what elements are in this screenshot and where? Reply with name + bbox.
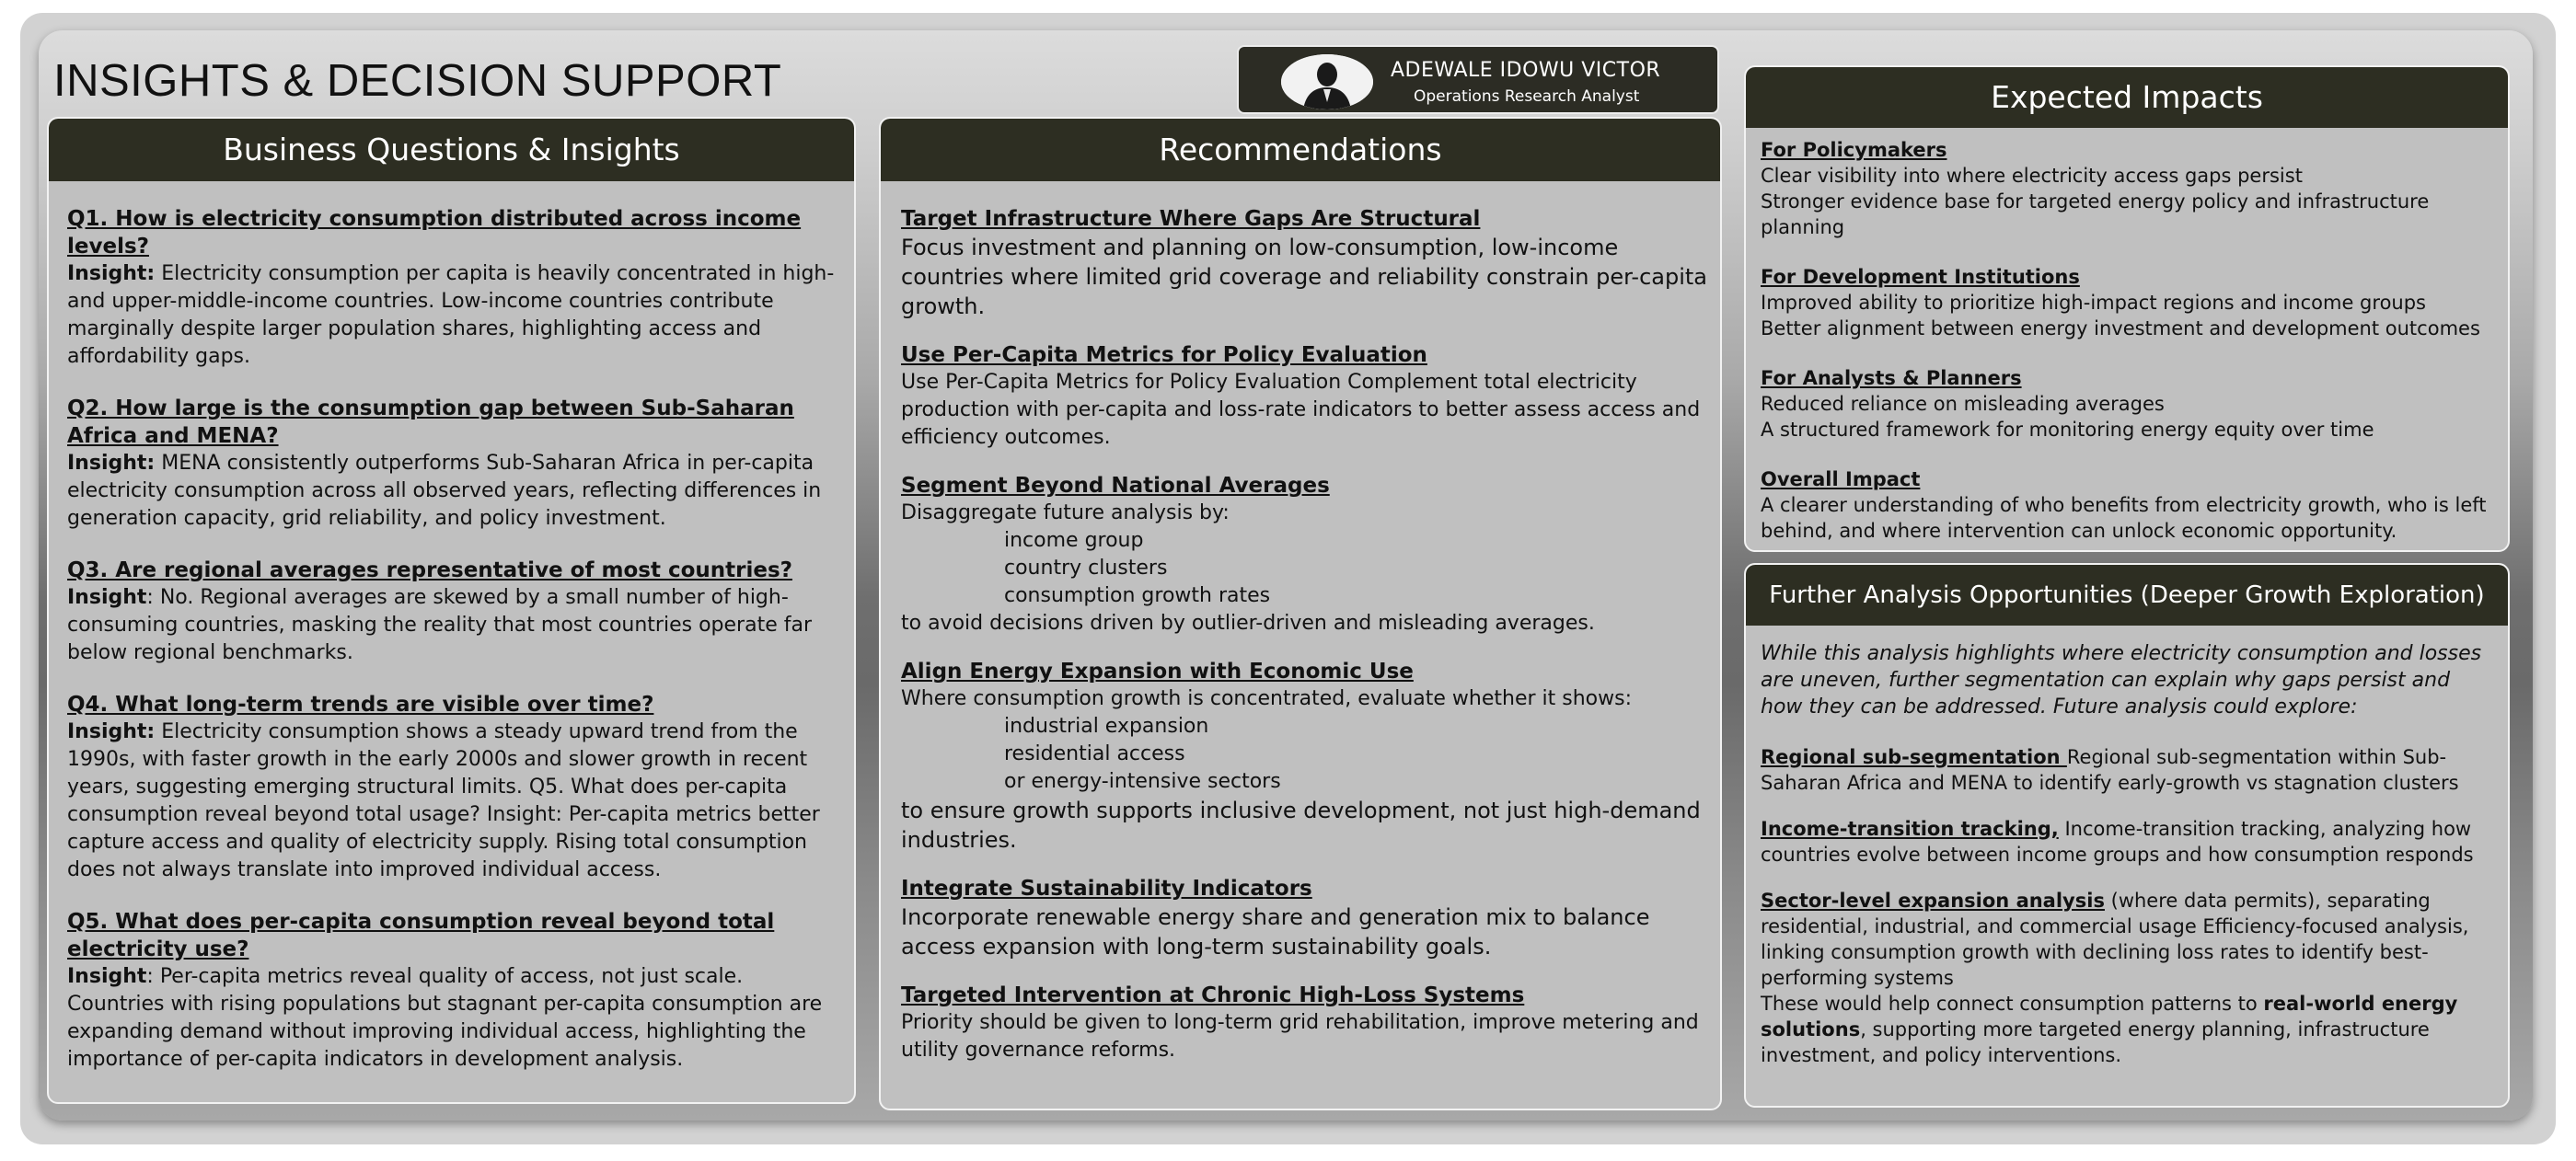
impact-line: Stronger evidence base for targeted energy policy and infrastructure planning bbox=[1761, 190, 2430, 238]
further-item-title: Sector-level expansion analysis bbox=[1761, 890, 2105, 912]
insight-label: Insight bbox=[67, 586, 147, 609]
recommendation-item-1 bbox=[901, 205, 1711, 321]
profile-name: ADEWALE IDOWU VICTOR bbox=[1391, 59, 1661, 82]
insight-label: Insight: bbox=[67, 720, 156, 743]
recommendation-title: Target Infrastructure Where Gaps Are Structural bbox=[901, 207, 1481, 231]
closing-emphasis: real-world energy solutions bbox=[1761, 993, 2458, 1040]
recommendation-text: Focus investment and planning on low-consumption, low-income countries where limited grid coverage and reliability constrain per-capita growth. bbox=[901, 235, 1707, 319]
recommendation-item-3 bbox=[901, 472, 1711, 638]
question-title: Q5. What does per-capita consumption reveal beyond total electricity use? bbox=[67, 910, 775, 961]
further-item-text: Regional sub-segmentation within Sub-Saharan Africa and MENA to identify early-growth vs stagnation clusters bbox=[1761, 746, 2459, 794]
insight-text: MENA consistently outperforms Sub-Saharan Africa in per-capita electricity consumption across all observed years, reflecting differences in generation capacity, grid reliability, and policy investment. bbox=[67, 452, 822, 530]
question-item-4 bbox=[67, 691, 842, 884]
impact-group-title: For Policymakers bbox=[1761, 139, 1947, 161]
further-item-regional bbox=[1761, 744, 2497, 796]
recommendation-bullet: industrial expansion bbox=[1004, 715, 1209, 738]
person-silhouette-icon bbox=[1281, 54, 1373, 109]
questions-panel-header: Business Questions & Insights bbox=[49, 119, 854, 181]
recommendation-bullet: residential access bbox=[1004, 742, 1185, 765]
impact-line: Improved ability to prioritize high-impact regions and income groups bbox=[1761, 292, 2426, 314]
question-item-3 bbox=[67, 557, 842, 667]
impacts-panel-header: Expected Impacts bbox=[1746, 67, 2508, 128]
recommendation-item-5 bbox=[901, 875, 1711, 961]
impact-line: A clearer understanding of who benefits from electricity growth, who is left behind, and where intervention can unlock economic opportunity. bbox=[1761, 494, 2487, 542]
further-item-text: Income-transition tracking, analyzing how countries evolve between income groups and how consumption responds bbox=[1761, 818, 2474, 866]
further-analysis-panel bbox=[1744, 563, 2510, 1108]
insight-text: : Per-capita metrics reveal quality of access, not just scale. Countries with rising populations but stagnant per-capita consumption are expanding demand without improving individual access, highlighting the importance of per-capita indicators in development analysis. bbox=[67, 965, 823, 1071]
further-item-sector bbox=[1761, 888, 2497, 991]
insight-text: : No. Regional averages are skewed by a small number of high-consuming countries, masking the reality that most countries operate far below regional benchmarks. bbox=[67, 586, 812, 664]
closing-text: These would help connect consumption patterns to bbox=[1761, 993, 2264, 1015]
insight-label: Insight: bbox=[67, 262, 156, 285]
impact-group-title: For Analysts & Planners bbox=[1761, 367, 2022, 389]
recommendation-intro: Disaggregate future analysis by: bbox=[901, 501, 1230, 524]
recommendation-outro: to ensure growth supports inclusive development, not just high-demand industries. bbox=[901, 798, 1701, 853]
impact-line: Better alignment between energy investment and development outcomes bbox=[1761, 317, 2480, 339]
recommendation-item-2 bbox=[901, 341, 1711, 452]
recommendation-intro: Where consumption growth is concentrated, evaluate whether it shows: bbox=[901, 687, 1633, 710]
avatar bbox=[1281, 54, 1373, 109]
impact-line: Reduced reliance on misleading averages bbox=[1761, 393, 2165, 415]
recommendation-title: Segment Beyond National Averages bbox=[901, 474, 1330, 498]
page-title: INSIGHTS & DECISION SUPPORT bbox=[53, 56, 782, 106]
further-analysis-intro: While this analysis highlights where electricity consumption and losses are uneven, further segmentation can explain why gaps persist and how they can be addressed. Future analysis could explore: bbox=[1761, 642, 2482, 718]
recommendation-bullet: or energy-intensive sectors bbox=[1004, 770, 1281, 793]
question-title: Q3. Are regional averages representative of most countries? bbox=[67, 558, 792, 582]
impact-group-title: Overall Impact bbox=[1761, 468, 1921, 490]
recommendations-panel-header: Recommendations bbox=[881, 119, 1720, 181]
recommendation-title: Align Energy Expansion with Economic Use bbox=[901, 660, 1414, 684]
recommendations-list bbox=[901, 205, 1711, 1064]
questions-panel bbox=[47, 117, 856, 1104]
recommendation-title: Use Per-Capita Metrics for Policy Evaluation bbox=[901, 343, 1427, 367]
impacts-panel bbox=[1744, 65, 2510, 552]
recommendation-outro: to avoid decisions driven by outlier-driven and misleading averages. bbox=[901, 612, 1595, 635]
question-item-1 bbox=[67, 205, 842, 371]
insight-label: Insight: bbox=[67, 452, 156, 475]
impact-group-analysts bbox=[1761, 365, 2497, 443]
further-analysis-body bbox=[1761, 640, 2497, 1068]
closing-text-end: , supporting more targeted energy planning, infrastructure investment, and policy interventions. bbox=[1761, 1018, 2430, 1066]
impact-group-overall bbox=[1761, 466, 2497, 544]
questions-list bbox=[67, 205, 842, 1074]
recommendation-bullet: consumption growth rates bbox=[1004, 584, 1271, 607]
further-analysis-closing bbox=[1761, 991, 2497, 1068]
question-title: Q1. How is electricity consumption distributed across income levels? bbox=[67, 207, 802, 259]
further-item-title: Income-transition tracking, bbox=[1761, 818, 2059, 840]
profile-role: Operations Research Analyst bbox=[1414, 87, 1640, 106]
question-title: Q2. How large is the consumption gap between Sub-Saharan Africa and MENA? bbox=[67, 397, 794, 448]
recommendation-title: Targeted Intervention at Chronic High-Loss Systems bbox=[901, 983, 1525, 1007]
recommendation-text: Priority should be given to long-term grid rehabilitation, improve metering and utility governance reforms. bbox=[901, 1011, 1699, 1062]
question-item-5 bbox=[67, 908, 842, 1074]
recommendation-text: Incorporate renewable energy share and generation mix to balance access expansion with long-term sustainability goals. bbox=[901, 904, 1650, 960]
impact-line: A structured framework for monitoring energy equity over time bbox=[1761, 419, 2374, 441]
recommendations-panel bbox=[879, 117, 1722, 1110]
further-analysis-panel-header: Further Analysis Opportunities (Deeper Growth Exploration) bbox=[1746, 565, 2508, 626]
further-item-income bbox=[1761, 816, 2497, 868]
impact-group-policymakers bbox=[1761, 137, 2497, 240]
insight-label: Insight bbox=[67, 965, 147, 988]
question-title: Q4. What long-term trends are visible over time? bbox=[67, 693, 654, 717]
question-item-2 bbox=[67, 395, 842, 533]
recommendation-bullet: country clusters bbox=[1004, 557, 1168, 580]
impacts-list bbox=[1761, 137, 2497, 544]
impact-group-institutions bbox=[1761, 264, 2497, 341]
recommendation-text: Use Per-Capita Metrics for Policy Evaluation Complement total electricity production with per-capita and loss-rate indicators to better assess access and efficiency outcomes. bbox=[901, 371, 1701, 449]
recommendation-bullet: income group bbox=[1004, 529, 1144, 552]
further-item-text: (where data permits), separating residential, industrial, and commercial usage Efficiency-focused analysis, linking consumption growth with declining loss rates to identify best-performing systems bbox=[1761, 890, 2469, 989]
recommendation-item-4 bbox=[901, 658, 1711, 855]
profile-card bbox=[1237, 45, 1719, 114]
impact-line: Clear visibility into where electricity access gaps persist bbox=[1761, 165, 2303, 187]
insight-text: Electricity consumption per capita is heavily concentrated in high- and upper-middle-income countries. Low-income countries contribute marginally despite larger population shares, highlighting access and affordability gaps. bbox=[67, 262, 835, 368]
insight-text: Electricity consumption shows a steady upward trend from the 1990s, with faster growth in the early 2000s and slower growth in recent years, suggesting emerging structural limits. Q5. What does per-capita consumption reveal beyond total usage? Insight: Per-capita metrics better capture access and quality of electricity supply. Rising total consumption does not always translate into improved individual access. bbox=[67, 720, 820, 881]
impact-group-title: For Development Institutions bbox=[1761, 266, 2080, 288]
recommendation-title: Integrate Sustainability Indicators bbox=[901, 877, 1312, 901]
further-item-title: Regional sub-segmentation bbox=[1761, 746, 2067, 768]
recommendation-item-6 bbox=[901, 982, 1711, 1064]
